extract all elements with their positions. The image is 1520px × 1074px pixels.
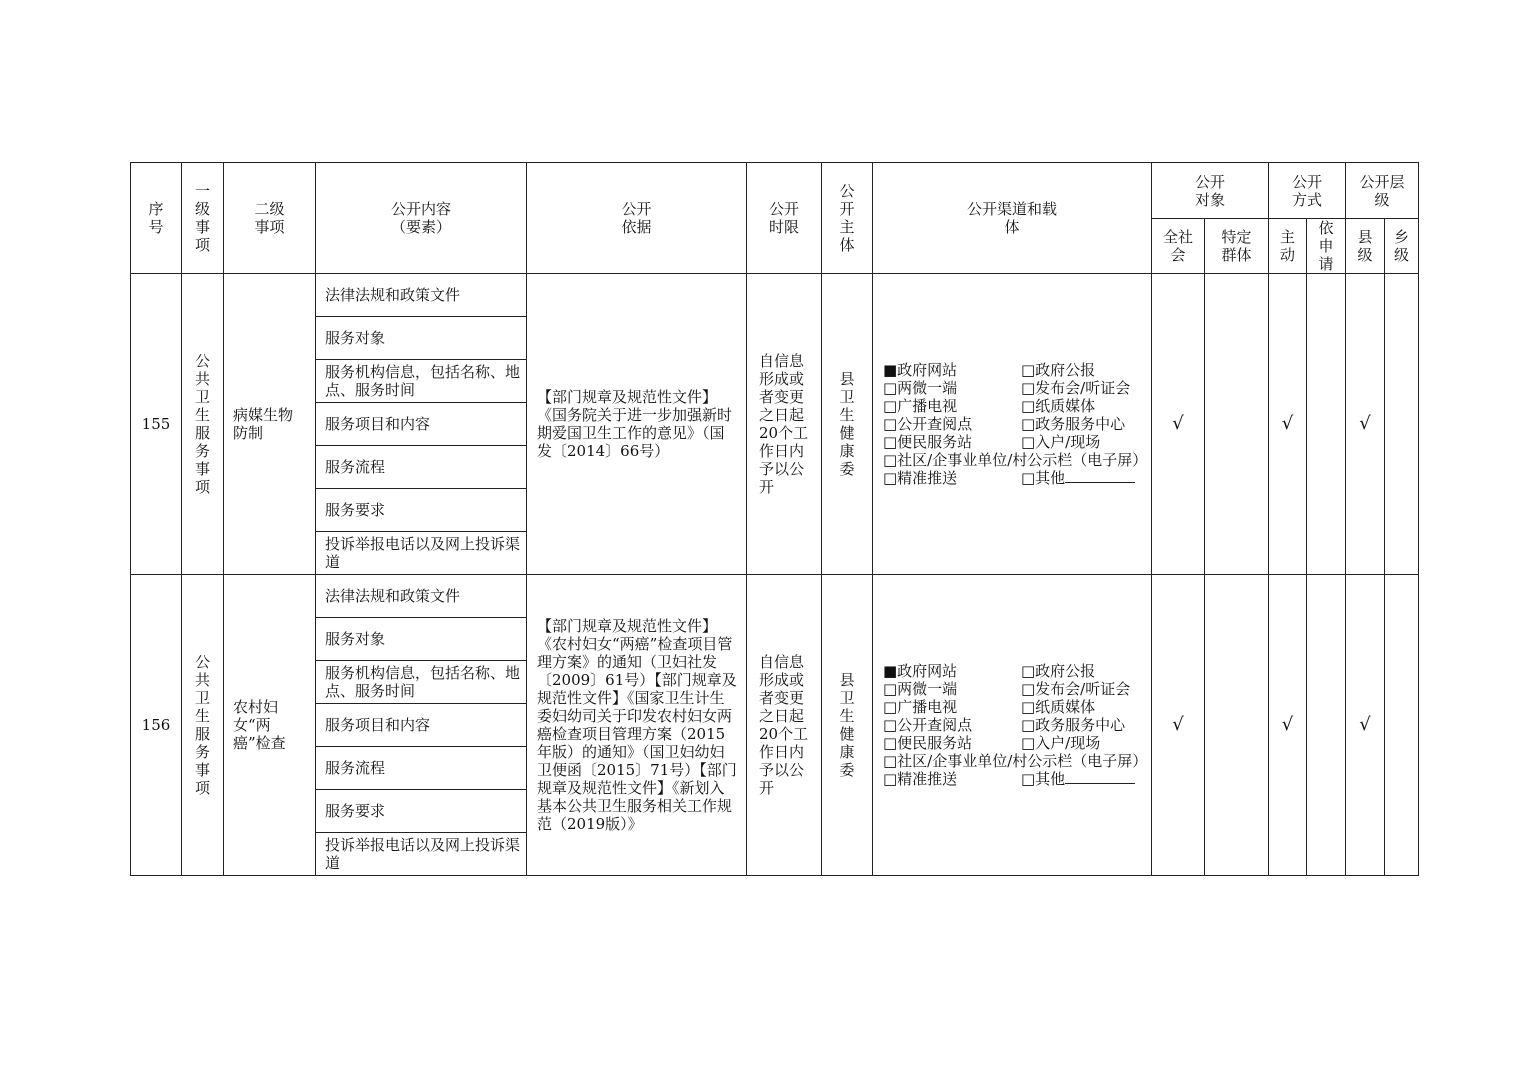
channel-option: □便民服务站 [883, 734, 973, 752]
header-method: 公开方式 [1269, 163, 1346, 219]
channel-option: □公开查阅点 [883, 716, 973, 734]
channel-option: □社区/企事业单位/村公示栏（电子屏） [883, 752, 1148, 770]
table-row [131, 575, 1419, 618]
tick-level-county: √ [1346, 575, 1385, 876]
channel-option: ■政府网站 [883, 361, 958, 379]
row-subject: 县卫生健康委 [822, 575, 873, 876]
cell-level-town [1385, 274, 1419, 575]
content-item: 服务对象 [316, 317, 527, 360]
disclosure-table [130, 162, 1419, 876]
content-item: 法律法规和政策文件 [316, 575, 527, 618]
cell-level-town [1385, 575, 1419, 876]
content-item: 服务项目和内容 [316, 403, 527, 446]
channel-option: □政府公报 [1021, 361, 1096, 379]
channel-option: □政务服务中心 [1021, 716, 1126, 734]
content-item: 投诉举报电话以及网上投诉渠道 [316, 833, 527, 876]
content-item: 服务流程 [316, 446, 527, 489]
tick-method-active: √ [1269, 274, 1307, 575]
channel-option: ■政府网站 [883, 662, 958, 680]
channel-option: □两微一端 [883, 680, 958, 698]
tick-method-active: √ [1269, 575, 1307, 876]
header-level: 公开层级 [1346, 163, 1419, 219]
row-level2: 农村妇女“两癌”检查 [224, 575, 316, 876]
table-row [131, 274, 1419, 317]
row-subject: 县卫生健康委 [822, 274, 873, 575]
content-item: 投诉举报电话以及网上投诉渠道 [316, 532, 527, 575]
channel-option-other: □其他 [1021, 770, 1151, 788]
channel-option: □发布会/听证会 [1021, 680, 1131, 698]
header-level-county: 县级 [1346, 219, 1385, 274]
tick-target-all: √ [1152, 575, 1205, 876]
header-basis: 公开依据 [527, 163, 747, 274]
content-item: 法律法规和政策文件 [316, 274, 527, 317]
content-item: 服务项目和内容 [316, 704, 527, 747]
row-seq: 155 [131, 274, 182, 575]
content-item: 服务要求 [316, 790, 527, 833]
header-level1: 一级事项 [182, 163, 224, 274]
content-item: 服务对象 [316, 618, 527, 661]
channel-option: □政务服务中心 [1021, 415, 1126, 433]
header-method-apply: 依申请 [1307, 219, 1346, 274]
channel-option: □精准推送 [883, 469, 958, 487]
channel-option: □便民服务站 [883, 433, 973, 451]
header-level-town: 乡级 [1385, 219, 1419, 274]
row-channels [873, 575, 1152, 876]
content-item: 服务要求 [316, 489, 527, 532]
content-item: 服务机构信息，包括名称、地点、服务时间 [316, 661, 527, 704]
channel-option: □公开查阅点 [883, 415, 973, 433]
channel-option: □纸质媒体 [1021, 397, 1096, 415]
channel-option: □广播电视 [883, 698, 958, 716]
header-subject: 公开主体 [822, 163, 873, 274]
row-time-limit: 自信息形成或者变更之日起20个工作日内予以公开 [747, 575, 822, 876]
channel-option: □发布会/听证会 [1021, 379, 1131, 397]
channel-option: □两微一端 [883, 379, 958, 397]
tick-level-county: √ [1346, 274, 1385, 575]
header-content: 公开内容 （要素） [316, 163, 527, 274]
blank-line [1065, 469, 1135, 483]
row-level1: 公共卫生服务事项 [182, 575, 224, 876]
channel-option: □入户/现场 [1021, 433, 1101, 451]
cell-target-specific [1205, 274, 1269, 575]
channel-option: □社区/企事业单位/村公示栏（电子屏） [883, 451, 1148, 469]
channel-option-other: □其他 [1021, 469, 1151, 487]
header-level2: 二级事项 [224, 163, 316, 274]
cell-target-specific [1205, 575, 1269, 876]
header-target-all: 全社会 [1152, 219, 1205, 274]
row-level1: 公共卫生服务事项 [182, 274, 224, 575]
tick-target-all: √ [1152, 274, 1205, 575]
row-basis: 【部门规章及规范性文件】《农村妇女“两癌”检查项目管理方案》的通知（卫妇社发〔2009〕61号）【部门规章及规范性文件】《国家卫生计生委妇幼司关于印发农村妇女两癌检查项目管理方案（2015年版）的通知》（国卫妇幼妇卫便函〔2015〕71号）【部门规章及规范性文件】《新划入基本公共卫生服务相关工作规范（2019版）》 [527, 575, 747, 876]
channel-option: □精准推送 [883, 770, 958, 788]
header-target-specific: 特定群体 [1205, 219, 1269, 274]
cell-method-apply [1307, 274, 1346, 575]
channel-option: □纸质媒体 [1021, 698, 1096, 716]
row-seq: 156 [131, 575, 182, 876]
content-item: 服务流程 [316, 747, 527, 790]
cell-method-apply [1307, 575, 1346, 876]
header-seq: 序号 [131, 163, 182, 274]
row-level2: 病媒生物防制 [224, 274, 316, 575]
row-time-limit: 自信息形成或者变更之日起20个工作日内予以公开 [747, 274, 822, 575]
header-method-active: 主动 [1269, 219, 1307, 274]
content-item: 服务机构信息，包括名称、地点、服务时间 [316, 360, 527, 403]
row-channels [873, 274, 1152, 575]
header-channel: 公开渠道和载体 [873, 163, 1152, 274]
blank-line [1065, 770, 1135, 784]
channel-option: □广播电视 [883, 397, 958, 415]
channel-option: □政府公报 [1021, 662, 1096, 680]
header-time-limit: 公开时限 [747, 163, 822, 274]
row-basis: 【部门规章及规范性文件】《国务院关于进一步加强新时期爱国卫生工作的意见》（国发〔2014〕66号） [527, 274, 747, 575]
header-target: 公开对象 [1152, 163, 1269, 219]
channel-option: □入户/现场 [1021, 734, 1101, 752]
